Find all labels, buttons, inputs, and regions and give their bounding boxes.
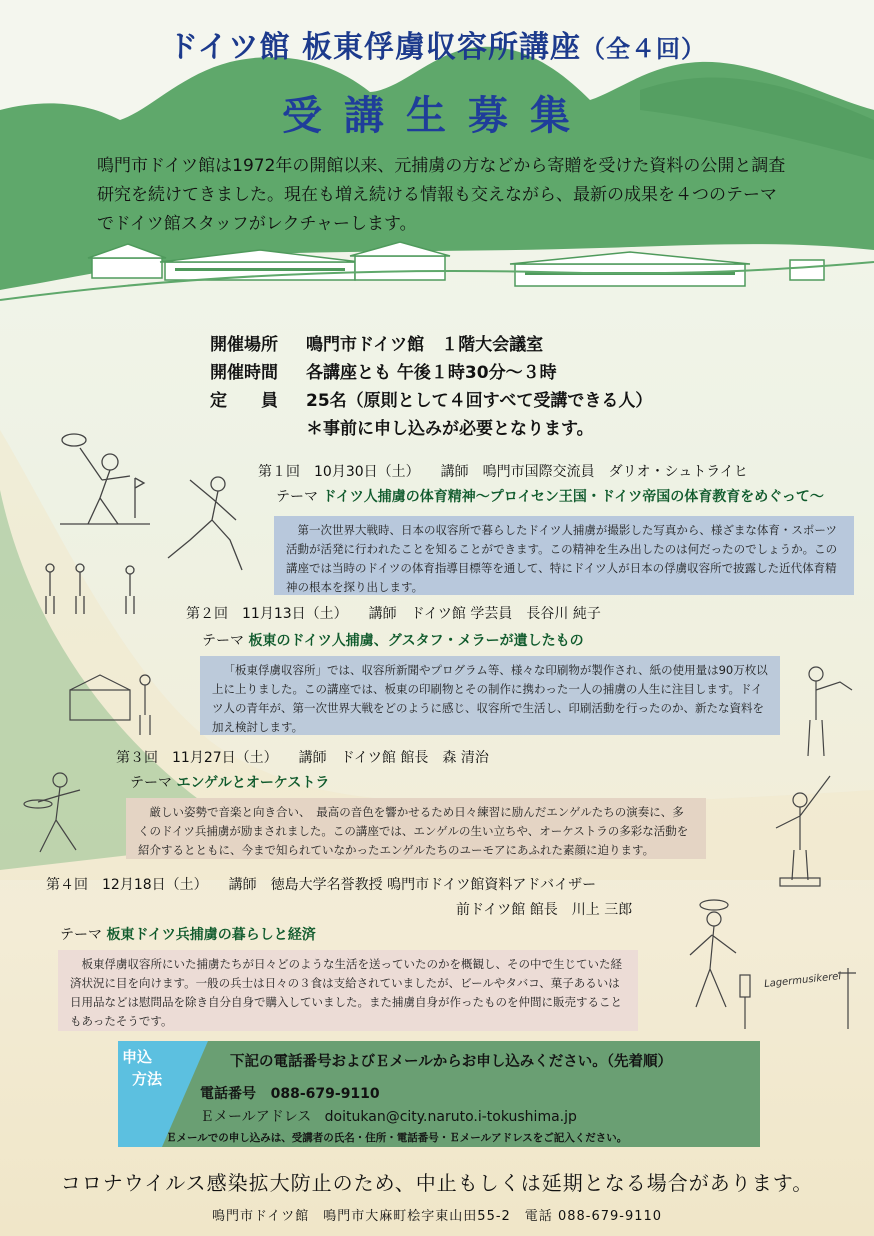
time-row bbox=[210, 358, 557, 383]
reservation-note: ＊事前に申し込みが必要となります。 bbox=[306, 419, 594, 439]
lecture-2-header: 第２回 11月13日（土） 講師 ドイツ館 学芸員 長谷川 純子 bbox=[186, 606, 601, 622]
apply-note: Ｅメールでの申し込みは、受講者の氏名・住所・電話番号・Ｅメールアドレスをご記入ください。 bbox=[166, 1132, 628, 1144]
lecture-1-header: 第１回 10月30日（土） 講師 鳴門市国際交流員 ダリオ・シュトライヒ bbox=[258, 464, 748, 480]
time-value: 各講座とも 午後１時30分～３時 bbox=[306, 363, 557, 383]
title-main: ドイツ館 板東俘虜収容所講座 bbox=[168, 30, 581, 65]
capacity-value: 25名（原則として４回すべて受講できる人） bbox=[306, 391, 653, 411]
covid-notice: コロナウイルス感染拡大防止のため、中止もしくは延期となる場合があります。 bbox=[60, 1171, 814, 1195]
lecture-1-theme-title: ドイツ人捕虜の体育精神～プロイセン王国・ドイツ帝国の体育教育をめぐって～ bbox=[322, 489, 824, 505]
music-sketch bbox=[738, 963, 858, 1033]
lecture-3-header: 第３回 11月27日（土） 講師 ドイツ館 館長 森 清治 bbox=[116, 750, 489, 766]
page-subtitle: 受講生募集 bbox=[282, 93, 592, 139]
lecture-4-header-2: 前ドイツ館 館長 川上 三郎 bbox=[456, 902, 633, 918]
apply-tag-line2: 方法 bbox=[132, 1070, 163, 1088]
sketch-caption: Lagermusikerei bbox=[763, 970, 842, 991]
violinist-sketch bbox=[790, 660, 860, 760]
conductor-sketch bbox=[760, 770, 840, 890]
page-title bbox=[0, 22, 874, 66]
apply-tel-row bbox=[200, 1083, 380, 1103]
lecture-4-header: 第４回 12月18日（土） 講師 徳島大学名誉教授 鳴門市ドイツ館資料アドバイザー bbox=[46, 877, 597, 893]
lecture-2-theme-title: 板東のドイツ人捕虜、グスタフ・メラーが遺したもの bbox=[248, 633, 584, 649]
capacity-label: 定 員 bbox=[210, 391, 278, 411]
tel-label: 電話番号 bbox=[200, 1086, 256, 1102]
lecture-4-description: 板東俘虜収容所にいた捕虜たちが日々どのような生活を送っていたのかを概観し、その中で生じていた経済状況に目を向けます。一般の兵士は日々の３食は支給されていましたが、ビールやタバコ、菓子あるいは日用品などは慰問品を除き自分自身で購入していました。また捕虜自身が作ったものを仲間に販売することもあったそうです。 bbox=[58, 950, 638, 1031]
lecture-1-description: 第一次世界大戦時、日本の収容所で暮らしたドイツ人捕虜が撮影した写真から、様ざまな体育・スポーツ活動が活発に行われたことを知ることができます。この精神を生み出したのは何だったのでしょうか。この講座では当時のドイツの体育指導目標等を通して、特にドイツ人が日本の俘虜収容所で披露した近代体育精神の根本を探り出します。 bbox=[274, 516, 854, 595]
lecture-2-description: 「板東俘虜収容所」では、収容所新聞やプログラム等、様々な印刷物が製作され、紙の使用量は90万枚以上に上りました。この講座では、板東の印刷物とその制作に携わった一人の捕虜の人生に注目します。ドイツ人の青年が、第一次世界大戦をどのように感じ、収容所で生活し、印刷活動を行ったのか、新たな資料を加え検討します。 bbox=[200, 656, 780, 735]
lecture-2-theme bbox=[202, 630, 584, 650]
email-link[interactable]: doitukan@city.naruto.i-tokushima.jp bbox=[324, 1109, 577, 1125]
lecture-4-theme-title: 板東ドイツ兵捕虜の暮らしと経済 bbox=[106, 927, 316, 943]
footer-address: 鳴門市ドイツ館 鳴門市大麻町桧字東山田55-2 電話 088-679-9110 bbox=[211, 1209, 663, 1224]
email-label: Ｅメールアドレス bbox=[200, 1109, 312, 1125]
lecture-3-description: 厳しい姿勢で音楽と向き合い、 最高の音色を響かせるため日々練習に励んだエンゲルたちの演奏に、多くのドイツ兵捕虜が励まされました。この講座では、エンゲルの生い立ちや、オーケストラの多彩な活動を紹介するとともに、今まで知られていなかったエンゲルたちのユーモアにあふれた素顔に迫ります。 bbox=[126, 798, 706, 859]
theme-label: テーマ bbox=[60, 927, 102, 943]
theme-label: テーマ bbox=[276, 489, 318, 505]
apply-tag-line1: 申込 bbox=[122, 1048, 153, 1066]
theme-label: テーマ bbox=[202, 633, 244, 649]
lecture-3-theme bbox=[130, 772, 329, 792]
tel-value: 088-679-9110 bbox=[270, 1086, 380, 1102]
venue-label: 開催場所 bbox=[210, 335, 278, 355]
lecture-1-theme bbox=[276, 486, 824, 506]
apply-lead: 下記の電話番号およびＥメールからお申し込みください。（先着順） bbox=[230, 1054, 672, 1070]
capacity-row bbox=[210, 386, 652, 411]
theme-label: テーマ bbox=[130, 775, 172, 791]
waiter-sketch bbox=[10, 760, 110, 870]
intro-paragraph: 鳴門市ドイツ館は1972年の開館以来、元捕虜の方などから寄贈を受けた資料の公開と調査研究を続けてきました。現在も増え続ける情報も交えながら、最新の成果を４つのテーマでドイツ館スタッフがレクチャーします。 bbox=[97, 156, 786, 234]
venue-value: 鳴門市ドイツ館 １階大会議室 bbox=[306, 335, 544, 355]
printing-sketch bbox=[60, 660, 170, 740]
venue-row bbox=[210, 330, 543, 355]
time-label: 開催時間 bbox=[210, 363, 278, 383]
apply-tag-label bbox=[122, 1046, 162, 1090]
runner-sketch bbox=[160, 470, 260, 580]
title-count: （全４回） bbox=[580, 35, 706, 63]
lecture-3-theme-title: エンゲルとオーケストラ bbox=[176, 775, 330, 791]
apply-email-row bbox=[200, 1106, 577, 1126]
lecture-4-theme bbox=[60, 924, 316, 944]
